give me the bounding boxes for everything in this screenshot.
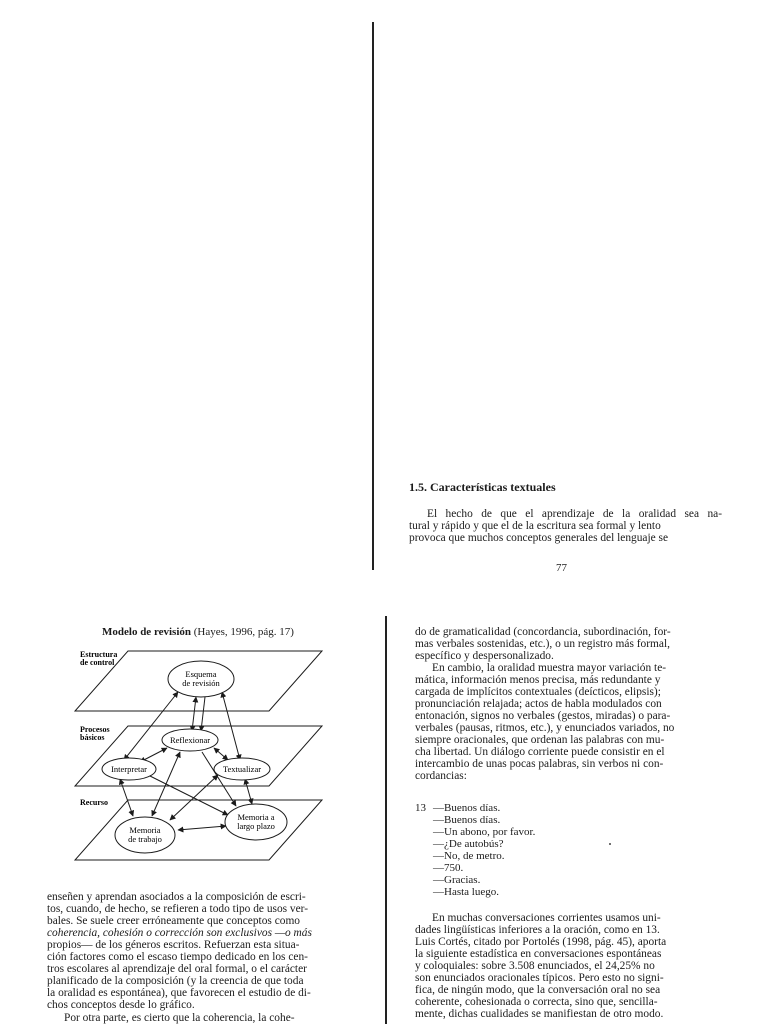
svg-text:Textualizar: Textualizar (222, 764, 262, 774)
text-line: tos, cuando, de hecho, se refieren a todo tipo de usos ver- (47, 903, 309, 915)
text-line: cargada de implícitos contextuales (deícticos, elipsis); (415, 686, 661, 698)
text-line: bales. Se suele creer erróneamente que conceptos como (47, 915, 301, 927)
dialogue-line: —¿De autobús? (433, 838, 504, 850)
text-line: específico y despersonalizado. (415, 650, 554, 662)
text-line: ción factores como el escaso tiempo dedicado en los cen- (47, 951, 308, 963)
text-line: son enunciados oracionales típicos. Pero esto no signi- (415, 972, 664, 984)
interpretar-node (102, 758, 156, 780)
text-line: tural y rápido y que el de la escritura sea formal y lento (409, 520, 661, 532)
memoria-largo-plazo-node (225, 804, 287, 840)
arrow-memoria-largo-trabajo (178, 826, 226, 830)
text-line: pronunciación relajada; actos de habla modulados con (415, 698, 662, 710)
reflexionar-node (162, 729, 218, 751)
text-line: Luis Cortés, citado por Portolés (1998, pág. 45), aporta (415, 936, 667, 948)
dialogue-line: —Gracias. (433, 874, 481, 886)
dialogue-line: —No, de metro. (433, 850, 505, 862)
text-line: mente, dichas cualidades se manifiestan de otro modo. (415, 1008, 664, 1020)
textualizar-node (214, 758, 270, 780)
svg-text:de trabajo: de trabajo (128, 834, 162, 844)
text-line: chos conceptos desde lo gráfico. (47, 999, 195, 1011)
example-number: 13 (415, 802, 426, 814)
text-line: intercambio de unas pocas palabras, sin verbos ni con- (415, 758, 664, 770)
figure-title-citation: (Hayes, 1996, pág. 17) (191, 626, 294, 638)
arrow-reflexionar-textualizar (214, 748, 228, 760)
text-line: El hecho de que el aprendizaje de la oralidad sea na- (427, 508, 722, 520)
basic-processes-label: Procesos (80, 725, 110, 734)
text-line: siempre oracionales, que ordenan las palabras con mu- (415, 734, 665, 746)
text-line: propios— de los géneros escritos. Refuerzan esta situa- (47, 939, 300, 951)
text-line: y coloquiales: sobre 3.508 enunciados, el 24,25% no (415, 960, 655, 972)
dialogue-line: —Buenos días. (433, 814, 501, 826)
text-line: entonación, signos no verbales (gestos, miradas) o para- (415, 710, 671, 722)
text-line: provoca que muchos conceptos generales del lenguaje se (409, 532, 669, 544)
arrow-interpretar-memoria-largo (148, 775, 228, 815)
text-line: mática, información menos precisa, más redundante y (415, 674, 661, 686)
svg-text:de revisión: de revisión (182, 678, 220, 688)
scan-speck (609, 843, 611, 845)
dialogue-line: —Buenos días. (433, 802, 501, 814)
text-line: En muchas conversaciones corrientes usamos uni- (432, 912, 661, 924)
memoria-trabajo-node (115, 817, 175, 853)
svg-text:Interpretar: Interpretar (111, 764, 147, 774)
arrow-interpretar-memoria-trabajo (120, 779, 133, 816)
dialogue-line: —750. (433, 862, 464, 874)
control-structure-label: de control (80, 658, 115, 667)
svg-text:Memoria a: Memoria a (237, 812, 275, 822)
text-line: cha libertad. Un diálogo corriente puede consistir en el (415, 746, 665, 758)
basic-processes-label: básicos (80, 733, 105, 742)
dialogue-line: —Hasta luego. (433, 886, 499, 898)
svg-text:Memoria: Memoria (129, 825, 161, 835)
svg-text:largo plazo: largo plazo (237, 821, 275, 831)
text-line: enseñen y aprendan asociados a la composición de escri- (47, 891, 306, 903)
control-structure-label: Estructura (80, 650, 118, 659)
text-line: coherente, cohesionada o correcta, sino que, sencilla- (415, 996, 658, 1008)
text-line: la siguiente estadística en conversaciones espontáneas (415, 948, 662, 960)
text-line: fica, de ningún modo, que la conversación oral no sea (415, 984, 661, 996)
dialogue-line: —Un abono, por favor. (433, 826, 536, 838)
svg-text:Reflexionar: Reflexionar (169, 735, 211, 745)
arrow-textualizar-memoria-trabajo (170, 775, 218, 820)
text-line: verbales (pausas, ritmos, etc.), y enunciados variados, no (415, 722, 675, 734)
text-line: tros escolares al aprendizaje del oral formal, o el carácter (47, 963, 307, 975)
text-line: En cambio, la oralidad muestra mayor variación te- (432, 662, 667, 674)
svg-text:Esquema: Esquema (185, 669, 217, 679)
resource-label: Recurso (80, 798, 108, 807)
text-line: coherencia, cohesión o corrección son exclusivos —o más (47, 927, 312, 939)
text-line: cordancias: (415, 770, 467, 782)
text-line: dades lingüísticas inferiores a la oración, como en 13. (415, 924, 660, 936)
page-number: 77 (556, 562, 567, 574)
text-line: la oralidad es espontánea), que favorecen el estudio de di- (47, 987, 311, 999)
text-line: planificado de la composición (y la creencia de que toda (47, 975, 304, 987)
figure-title-bold: Modelo de revisión (102, 626, 192, 638)
text-line: mas verbales sostenidas, etc.), o un registro más formal, (415, 638, 670, 650)
text-line: do de gramaticalidad (concordancia, subordinación, for- (415, 626, 671, 638)
arrow-reflexionar-memoria-trabajo (152, 752, 180, 816)
resource-plane (75, 800, 322, 860)
esquema-node (168, 661, 234, 697)
text-line: Por otra parte, es cierto que la coherencia, la cohe- (64, 1012, 295, 1024)
section-heading: 1.5. Características textuales (409, 480, 556, 494)
